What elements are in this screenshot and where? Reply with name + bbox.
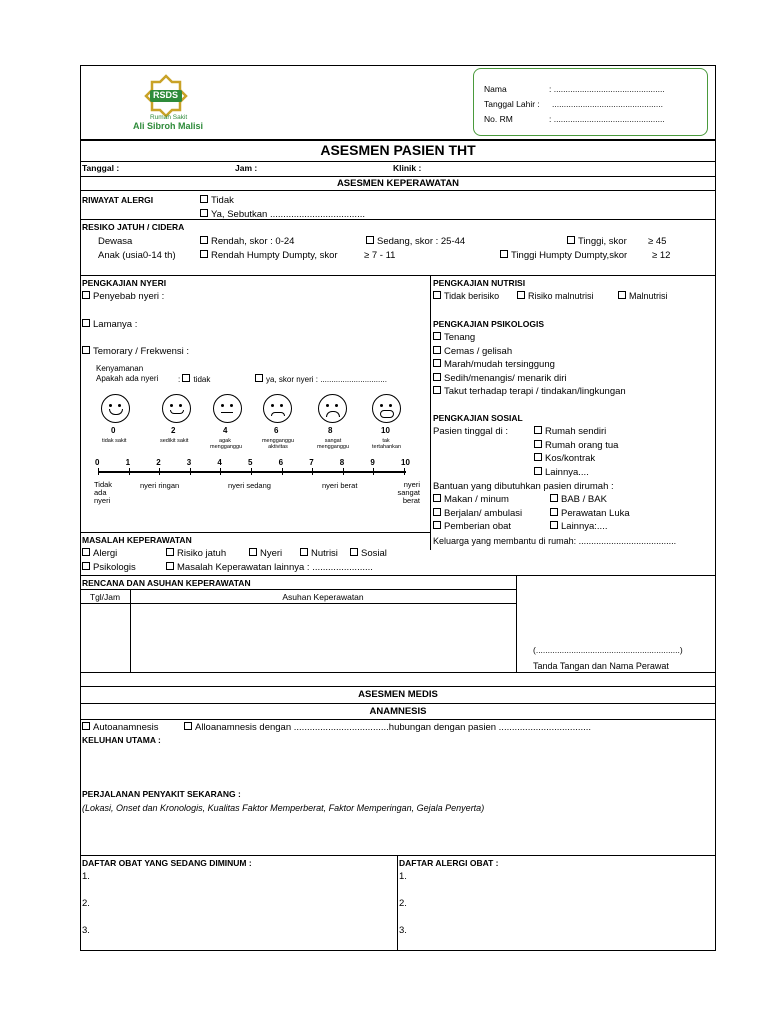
daftar-obat-label: DAFTAR OBAT YANG SEDANG DIMINUM : (82, 858, 252, 868)
face-10-icon[interactable] (372, 394, 401, 423)
scale-ya-option[interactable]: ya, skor nyeri : .............................. (255, 374, 387, 384)
penyebab-nyeri-option[interactable]: Penyebab nyeri : (82, 291, 164, 302)
checkbox-icon[interactable] (82, 562, 90, 570)
keluarga-field[interactable]: Keluarga yang membantu di rumah: ....................................... (433, 536, 677, 546)
daftar-obat-item-2[interactable]: 2. (82, 898, 90, 909)
scale-number: 5 (248, 458, 253, 467)
checkbox-icon[interactable] (500, 250, 508, 258)
section-anamnesis: ANAMNESIS (369, 706, 427, 717)
scale-bottom-ringan: nyeri ringan (140, 481, 180, 490)
bantuan-left-1[interactable]: Berjalan/ ambulasi (433, 508, 522, 519)
scale-number: 9 (370, 458, 375, 467)
scale-bottom-sedang: nyeri sedang (228, 481, 271, 490)
checkbox-icon[interactable] (534, 467, 542, 475)
checkbox-icon[interactable] (618, 291, 626, 299)
perjalanan-note: (Lokasi, Onset dan Kronologis, Kualitas Faktor Memperberat, Faktor Memperingan, Gejala Penyerta) (82, 803, 485, 813)
bantuan-right-0[interactable]: BAB / BAK (550, 494, 607, 505)
anak-tinggi-option[interactable]: Tinggi Humpty Dumpty,skor (500, 250, 627, 261)
alloanamnesis-option[interactable]: Alloanamnesis dengan ....................................hubungan dengan pasien ................................... (184, 722, 591, 733)
checkbox-icon[interactable] (433, 494, 441, 502)
bantuan-left-2[interactable]: Pemberian obat (433, 521, 511, 532)
checkbox-icon[interactable] (350, 548, 358, 556)
scale-number: 10 (401, 458, 410, 467)
checkbox-icon[interactable] (433, 386, 441, 394)
scale-number: 7 (309, 458, 314, 467)
tinggal-option-1[interactable]: Rumah orang tua (534, 440, 618, 451)
klinik-label[interactable]: Klinik : (393, 163, 422, 173)
checkbox-icon[interactable] (166, 562, 174, 570)
checkbox-icon[interactable] (534, 426, 542, 434)
tinggal-option-2[interactable]: Kos/kontrak (534, 453, 595, 464)
masalah-nutrisi-option[interactable]: Nutrisi (300, 548, 338, 559)
masalah-nyeri-option[interactable]: Nyeri (249, 548, 282, 559)
masalah-sosial-option[interactable]: Sosial (350, 548, 387, 559)
value-no-rm[interactable]: : ............................................... (549, 114, 665, 124)
checkbox-icon[interactable] (255, 374, 263, 382)
anak-rendah-score: ≥ 7 - 11 (364, 250, 396, 261)
checkbox-icon[interactable] (82, 722, 90, 730)
face-score-4: 4 (223, 426, 228, 435)
dewasa-label: Dewasa (98, 236, 133, 247)
pengkajian-nutrisi-label: PENGKAJIAN NUTRISI (433, 278, 526, 288)
checkbox-icon[interactable] (567, 236, 575, 244)
tinggal-label: Pasien tinggal di : (433, 426, 508, 437)
perjalanan-label[interactable]: PERJALANAN PENYAKIT SEKARANG : (82, 789, 241, 799)
scale-tick (282, 468, 283, 475)
checkbox-icon[interactable] (433, 521, 441, 529)
face-label-8: sangat mengganggu (316, 438, 350, 450)
checkbox-icon[interactable] (184, 722, 192, 730)
col-tgl-jam: Tgl/Jam (89, 592, 121, 602)
checkbox-icon[interactable] (433, 332, 441, 340)
scale-bottom-tidak: Tidak ada nyeri (94, 480, 113, 505)
masalah-lainnya-option[interactable]: Masalah Keperawatan lainnya : ....................... (166, 562, 373, 573)
checkbox-icon[interactable] (366, 236, 374, 244)
anak-rendah-option[interactable]: Rendah Humpty Dumpty, skor (200, 250, 338, 261)
pengkajian-sosial-label: PENGKAJIAN SOSIAL (433, 413, 523, 423)
face-score-8: 8 (328, 426, 333, 435)
checkbox-icon[interactable] (433, 291, 441, 299)
tanggal-label[interactable]: Tanggal : (82, 163, 120, 173)
scale-number: 2 (156, 458, 161, 467)
alergi-tidak-option[interactable]: Tidak (200, 195, 234, 206)
face-label-2: sedikit sakit (160, 438, 189, 444)
scale-tick (373, 468, 374, 475)
scale-number: 1 (125, 458, 131, 467)
signature-line[interactable]: (.............................................................) (533, 645, 683, 655)
checkbox-icon[interactable] (433, 359, 441, 367)
resiko-jatuh-label: RESIKO JATUH / CIDERA (82, 222, 185, 232)
scale-number: 0 (95, 458, 100, 467)
checkbox-icon[interactable] (82, 291, 90, 299)
scale-tick (129, 468, 130, 475)
scale-number: 4 (217, 458, 222, 467)
psikologis-option-2[interactable]: Marah/mudah tersinggung (433, 359, 555, 370)
section-asesmen-medis: ASESMEN MEDIS (358, 689, 438, 700)
scale-tick (98, 468, 99, 475)
dewasa-tinggi-score: ≥ 45 (648, 236, 667, 247)
bantuan-left-0[interactable]: Makan / minum (433, 494, 509, 505)
hospital-logo (110, 74, 230, 132)
masalah-keperawatan-label: MASALAH KEPERAWATAN (82, 535, 192, 545)
scale-number: 6 (278, 458, 284, 467)
face-4-icon[interactable] (213, 394, 242, 423)
scale-question: Apakah ada nyeri (96, 374, 159, 383)
logo-text: RSDS (153, 90, 179, 100)
anak-label: Anak (usia0-14 th) (98, 250, 176, 261)
face-score-10: 10 (381, 426, 390, 435)
nutrisi-risiko-option[interactable]: Risiko malnutrisi (517, 291, 594, 301)
checkbox-icon[interactable] (433, 373, 441, 381)
nutrisi-tidak-option[interactable]: Tidak berisiko (433, 291, 499, 301)
daftar-alergi-label: DAFTAR ALERGI OBAT : (399, 858, 499, 868)
checkbox-icon[interactable] (82, 346, 90, 354)
value-tanggal-lahir[interactable]: ............................................... (552, 99, 663, 109)
section-asesmen-keperawatan: ASESMEN KEPERAWATAN (336, 178, 460, 189)
dewasa-tinggi-option[interactable]: Tinggi, skor (567, 236, 627, 247)
checkbox-icon[interactable] (550, 508, 558, 516)
page-title: ASESMEN PASIEN THT (320, 142, 476, 158)
face-score-6: 6 (274, 426, 279, 435)
scale-tick (343, 468, 344, 475)
daftar-alergi-item-2[interactable]: 2. (399, 898, 407, 909)
scale-number: 8 (339, 458, 345, 467)
logo-subtitle: Rumah Sakit (150, 114, 188, 121)
label-nama: Nama (484, 84, 507, 94)
scale-bottom-berat: nyeri berat (322, 481, 358, 490)
checkbox-icon[interactable] (82, 319, 90, 327)
face-label-0: tidak sakit (102, 438, 127, 444)
hospital-name: Ali Sibroh Malisi (133, 121, 204, 131)
rencana-label: RENCANA DAN ASUHAN KEPERAWATAN (82, 578, 251, 588)
daftar-alergi-item-1[interactable]: 1. (399, 871, 407, 882)
frekwensi-option[interactable]: Temorary / Frekwensi : (82, 346, 189, 357)
lamanya-option[interactable]: Lamanya : (82, 319, 137, 330)
bantuan-right-1[interactable]: Perawatan Luka (550, 508, 630, 519)
jam-label[interactable]: Jam : (235, 163, 258, 173)
checkbox-icon[interactable] (200, 236, 208, 244)
checkbox-icon[interactable] (82, 548, 90, 556)
daftar-obat-item-1[interactable]: 1. (82, 871, 90, 882)
scale-tick (312, 468, 313, 475)
daftar-obat-item-3[interactable]: 3. (82, 925, 90, 936)
scale-title: Kenyamanan (96, 364, 144, 373)
checkbox-icon[interactable] (534, 440, 542, 448)
alergi-ya-option[interactable]: Ya, Sebutkan .................................... (200, 209, 365, 220)
checkbox-icon[interactable] (200, 195, 208, 203)
nutrisi-malnutrisi-option[interactable]: Malnutrisi (618, 291, 668, 301)
dewasa-sedang-option[interactable]: Sedang, skor : 25-44 (366, 236, 465, 247)
checkbox-icon[interactable] (433, 346, 441, 354)
pengkajian-nyeri-label: PENGKAJIAN NYERI (82, 278, 167, 288)
riwayat-alergi-label: RIWAYAT ALERGI (82, 195, 154, 205)
masalah-alergi-option[interactable]: Alergi (82, 548, 117, 559)
pain-scale (82, 362, 428, 532)
autoanamnesis-option[interactable]: Autoanamnesis (82, 722, 158, 733)
masalah-psikologis-option[interactable]: Psikologis (82, 562, 136, 573)
dewasa-rendah-option[interactable]: Rendah, skor : 0-24 (200, 236, 294, 247)
checkbox-icon[interactable] (433, 508, 441, 516)
checkbox-icon[interactable] (249, 548, 257, 556)
scale-tick (159, 468, 160, 475)
face-score-0: 0 (111, 426, 116, 435)
face-score-2: 2 (171, 426, 176, 435)
scale-tick (251, 468, 252, 475)
checkbox-icon[interactable] (200, 250, 208, 258)
psikologis-option-0[interactable]: Tenang (433, 332, 475, 343)
face-6-icon[interactable] (263, 394, 292, 423)
psikologis-option-3[interactable]: Sedih/menangis/ menarik diri (433, 373, 567, 384)
scale-bottom-sangat: nyeri sangat berat (397, 480, 420, 505)
checkbox-icon[interactable] (182, 374, 190, 382)
tinggal-option-0[interactable]: Rumah sendiri (534, 426, 606, 437)
face-label-6: mengganggu aktivitas (261, 438, 295, 450)
checkbox-icon[interactable] (550, 521, 558, 529)
pengkajian-psikologis-label: PENGKAJIAN PSIKOLOGIS (433, 319, 544, 329)
value-nama[interactable]: : ............................................... (549, 84, 665, 94)
scale-axis (98, 471, 406, 473)
bantuan-label: Bantuan yang dibutuhkan pasien dirumah : (433, 481, 614, 492)
scale-tick (190, 468, 191, 475)
psikologis-option-1[interactable]: Cemas / gelisah (433, 346, 512, 357)
checkbox-icon[interactable] (534, 453, 542, 461)
face-8-icon[interactable] (318, 394, 347, 423)
col-asuhan: Asuhan Keperawatan (282, 592, 364, 602)
checkbox-icon[interactable] (550, 494, 558, 502)
face-2-icon[interactable] (162, 394, 191, 423)
daftar-alergi-item-3[interactable]: 3. (399, 925, 407, 936)
anak-tinggi-score: ≥ 12 (652, 250, 671, 261)
checkbox-icon[interactable] (517, 291, 525, 299)
scale-number: 3 (186, 458, 192, 467)
face-label-4: agak mengganggu (210, 438, 243, 450)
face-label-10: tak tertahankan (372, 438, 402, 450)
scale-tidak-option[interactable]: : tidak (178, 375, 211, 384)
signature-label: Tanda Tangan dan Nama Perawat (533, 661, 669, 671)
bantuan-right-2[interactable]: Lainnya:.... (550, 521, 607, 532)
checkbox-icon[interactable] (166, 548, 174, 556)
tinggal-option-3[interactable]: Lainnya.... (534, 467, 589, 478)
masalah-risiko-jatuh-option[interactable]: Risiko jatuh (166, 548, 226, 559)
scale-tick (220, 468, 221, 475)
face-0-icon[interactable] (101, 394, 130, 423)
label-no-rm: No. RM (484, 114, 513, 124)
checkbox-icon[interactable] (300, 548, 308, 556)
psikologis-option-4[interactable]: Takut terhadap terapi / tindakan/lingkungan (433, 386, 626, 397)
keluhan-utama-label[interactable]: KELUHAN UTAMA : (82, 735, 161, 745)
scale-tick (404, 468, 405, 475)
checkbox-icon[interactable] (200, 209, 208, 217)
label-tanggal-lahir: Tanggal Lahir : (484, 99, 540, 109)
